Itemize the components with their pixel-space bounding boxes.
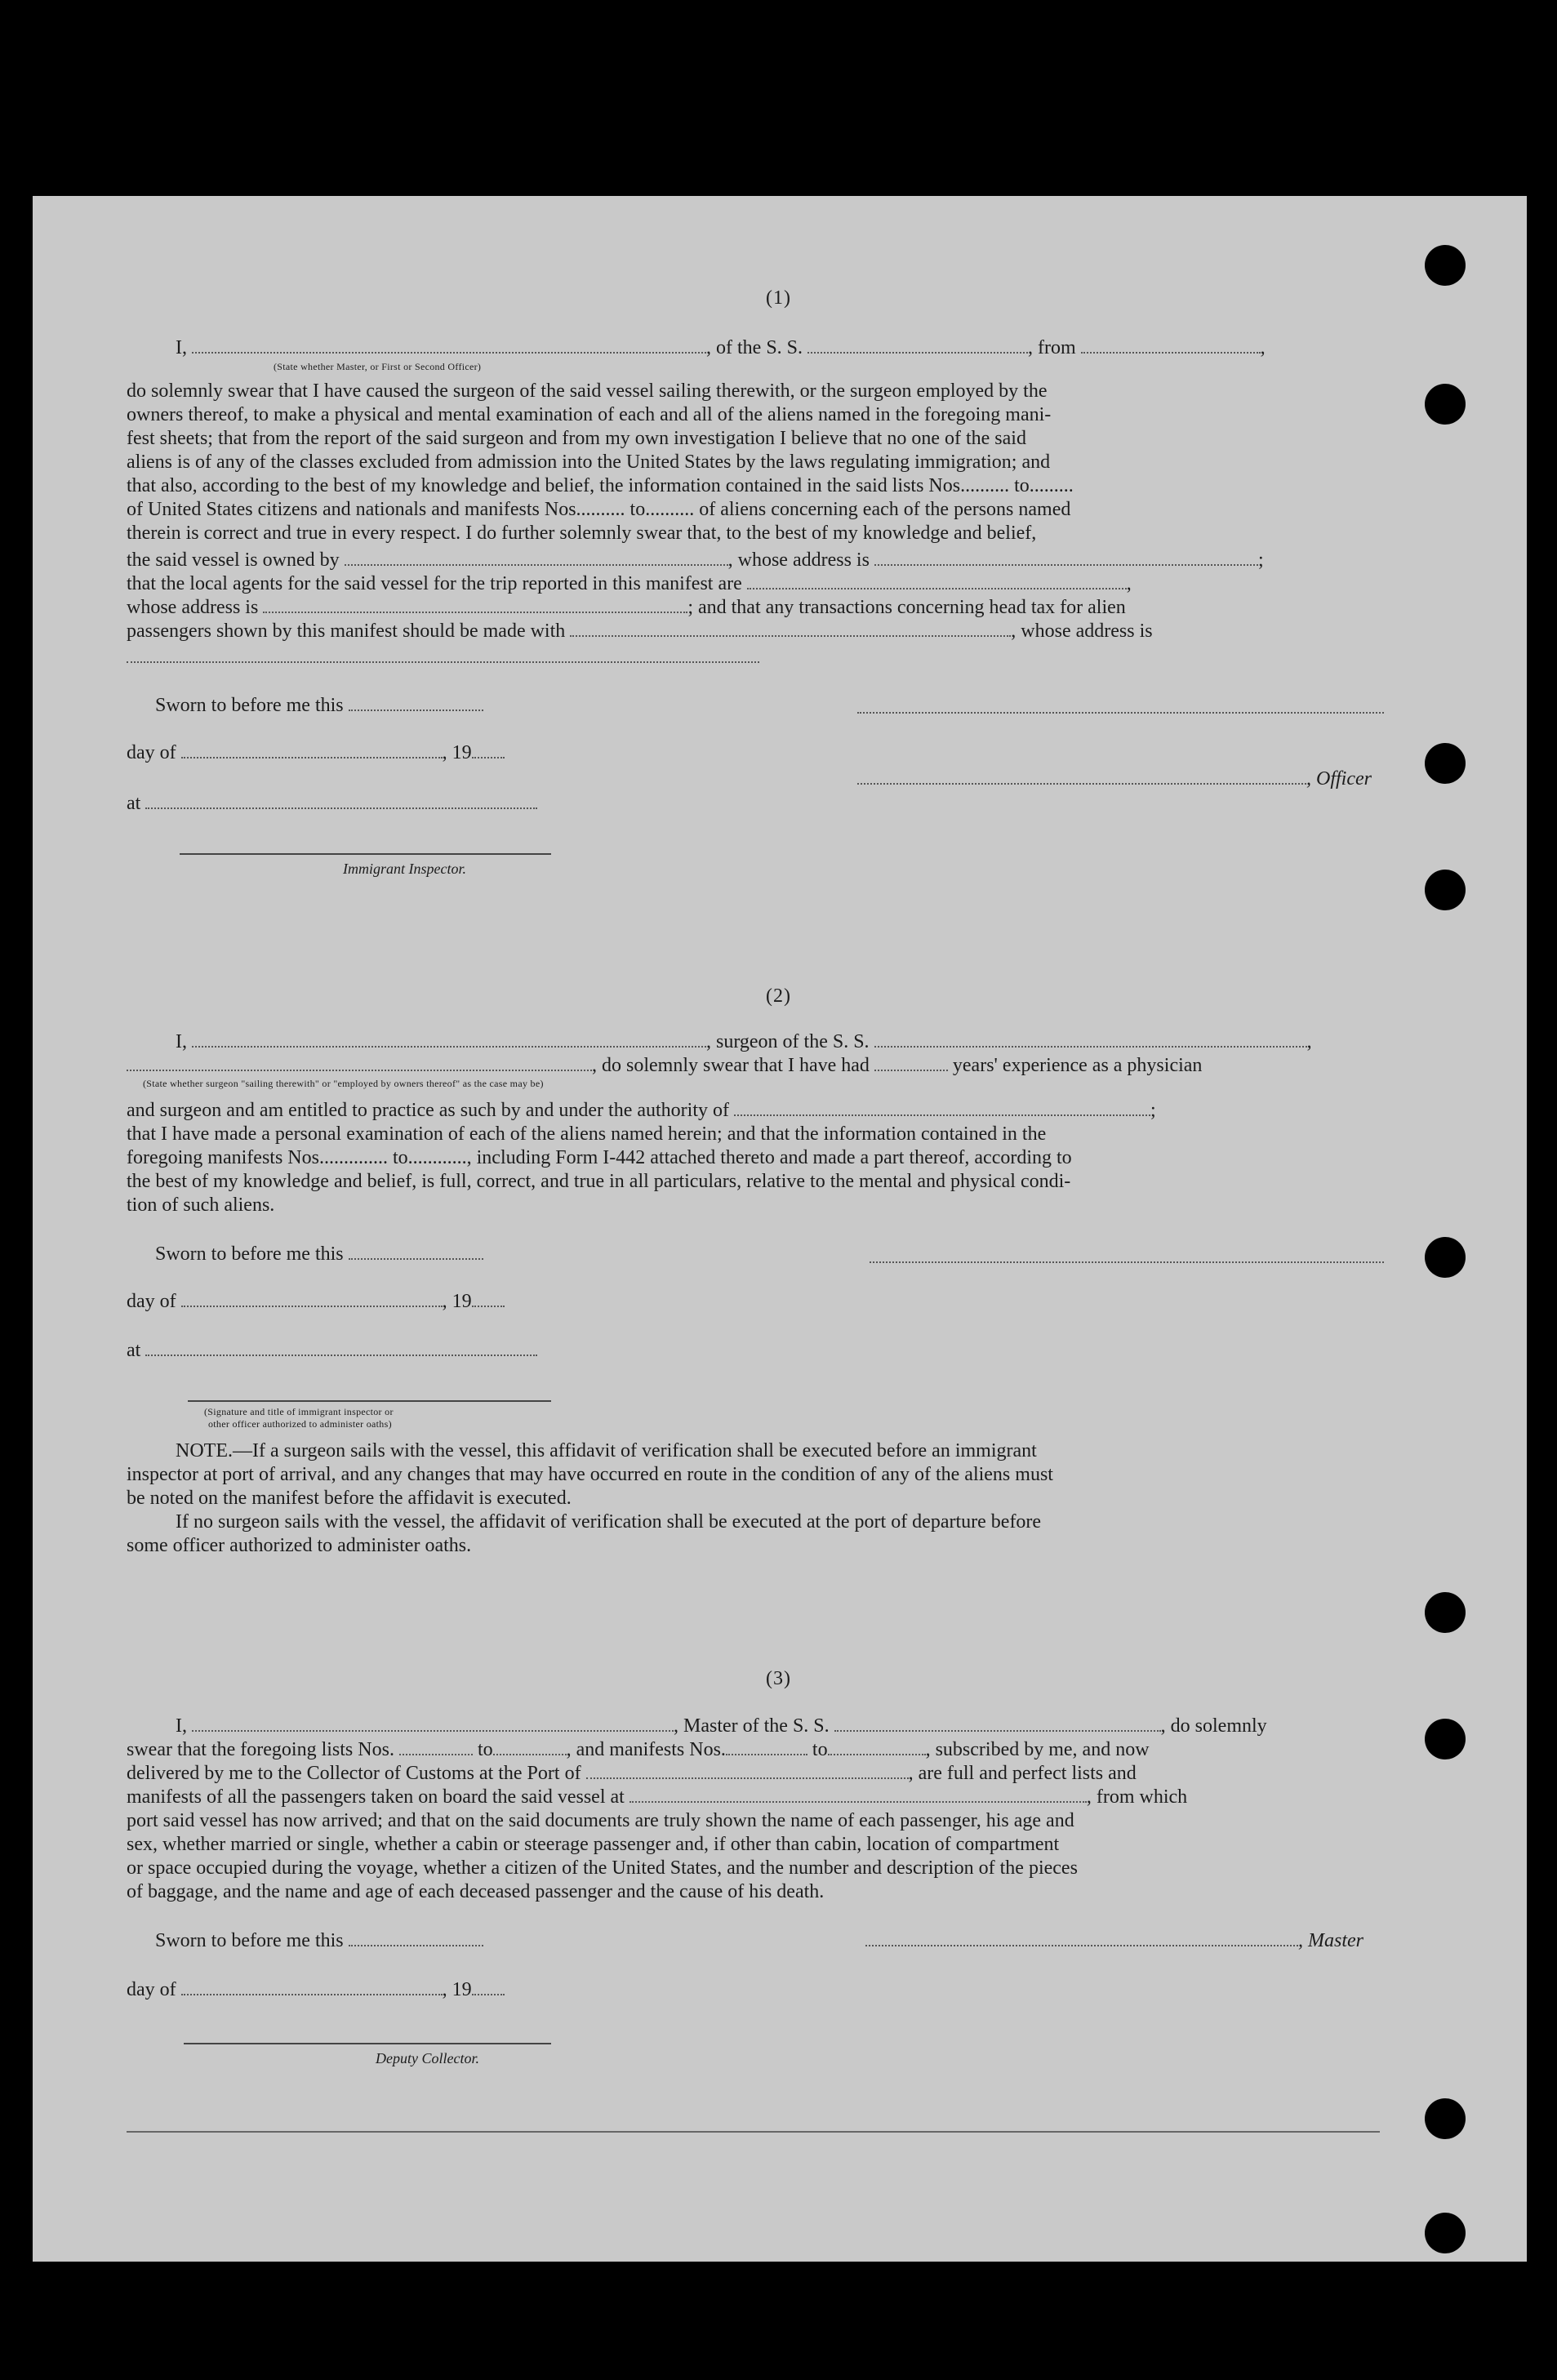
para-line: foregoing manifests Nos.............. to............, including Form I-442 attached thereto and made a part thereof, according to [127,1147,1072,1168]
inspector-signature-line [188,1400,551,1402]
section3-paragraph [127,1809,1388,1904]
inspector-label: Immigrant Inspector. [343,861,466,877]
bottom-rule [127,2131,1380,2133]
para-line: owners thereof, to make a physical and mental examination of each and all of the aliens named in the foregoing mani- [127,404,1052,425]
section3-line2: swear that the foregoing lists Nos. to , and manifests Nos. to , subscribed by me, and now [127,1739,1150,1760]
address-blank [127,661,759,663]
punch-hole [1425,1719,1466,1759]
punch-hole [1425,384,1466,425]
section-number: (2) [766,985,791,1007]
officer-line: , Officer [857,767,1372,791]
section3-line1: I, , Master of the S. S. , do solemnly [176,1715,1267,1737]
day-of-line: day of , 19 [127,741,505,765]
owned-by-line: the said vessel is owned by , whose address is ; [127,549,1264,571]
section-number: (3) [766,1668,791,1689]
signature-blank [857,712,1384,714]
section2-paragraph [127,1123,1388,1217]
day-of-line: day of , 19 [127,1290,505,1314]
para-line: that I have made a personal examination of each of the aliens named herein; and that the information contained in the [127,1123,1047,1145]
punch-hole [1425,2213,1466,2253]
para-line: port said vessel has now arrived; and that on the said documents are truly shown the name of each passenger, his age and [127,1810,1074,1831]
section-number: (1) [766,287,791,309]
para-line: of baggage, and the name and age of each deceased passenger and the cause of his death. [127,1881,825,1902]
agents-line: that the local agents for the said vessel for the trip reported in this manifest are , [127,573,1132,594]
para-line: the best of my knowledge and belief, is full, correct, and true in all particulars, relative to the mental and physical condi- [127,1171,1071,1192]
authority-line: and surgeon and am entitled to practice as such by and under the authority of ; [127,1100,1156,1121]
signature-note: other officer authorized to administer oaths) [208,1418,392,1430]
collector-label: Deputy Collector. [376,2050,479,2066]
signature-note: (Signature and title of immigrant inspector or [204,1406,394,1417]
punch-hole [1425,1237,1466,1278]
note-line: some officer authorized to administer oaths. [127,1535,472,1556]
para-line: that also, according to the best of my knowledge and belief, the information contained in the said lists Nos.......... to......... [127,475,1074,496]
punch-hole [1425,1592,1466,1633]
para-line: tion of such aliens. [127,1194,275,1216]
collector-signature-line [184,2043,551,2044]
at-line: at [127,1339,537,1363]
section3-line4: manifests of all the passengers taken on board the said vessel at , from which [127,1786,1188,1808]
note-line: NOTE.—If a surgeon sails with the vessel, this affidavit of verification shall be executed before an immigrant [176,1440,1037,1461]
note-line: be noted on the manifest before the affidavit is executed. [127,1488,572,1509]
at-line: at [127,792,537,816]
section2-line1: I, , surgeon of the S. S. , [176,1031,1312,1052]
note-paragraph [127,1439,1388,1558]
master-line: , Master [865,1929,1363,1953]
day-of-line: day of , 19 [127,1978,505,2002]
surgeon-note: (State whether surgeon "sailing therewith" or "employed by owners thereof" as the case may be) [143,1078,544,1089]
para-line: sex, whether married or single, whether a cabin or steerage passenger and, if other than cabin, location of compartment [127,1834,1060,1855]
sworn-line: Sworn to before me this [155,1243,483,1266]
signature-blank [870,1261,1384,1263]
para-line: aliens is of any of the classes excluded from admission into the United States by the laws regulating immigration; and [127,452,1051,473]
whose-address-line: whose address is ; and that any transactions concerning head tax for alien [127,597,1126,618]
sworn-line: Sworn to before me this [155,1929,483,1953]
section1-paragraph [127,380,1388,545]
section3-line3: delivered by me to the Collector of Customs at the Port of , are full and perfect lists and [127,1763,1137,1784]
section1-line1: I, , of the S. S. , from , [176,337,1266,358]
para-line: do solemnly swear that I have caused the surgeon of the said vessel sailing therewith, or the surgeon employed by the [127,380,1048,402]
para-line: therein is correct and true in every respect. I do further solemnly swear that, to the best of my knowledge and belief, [127,523,1037,544]
note-line: inspector at port of arrival, and any changes that may have occurred en route in the condition of any of the aliens must [127,1464,1053,1485]
section2-line2: , do solemnly swear that I have had years' experience as a physician [127,1054,1202,1078]
sworn-line: Sworn to before me this [155,694,483,718]
master-note: (State whether Master, or First or Second Officer) [274,361,482,372]
inspector-signature-line [180,853,551,855]
punch-hole [1425,743,1466,784]
passengers-line: passengers shown by this manifest should be made with , whose address is [127,621,1153,642]
note-line: If no surgeon sails with the vessel, the affidavit of verification shall be executed at the port of departure before [176,1511,1042,1533]
punch-hole [1425,245,1466,286]
punch-hole [1425,870,1466,910]
para-line: fest sheets; that from the report of the said surgeon and from my own investigation I believe that no one of the said [127,428,1026,449]
para-line: of United States citizens and nationals and manifests Nos.......... to.......... of aliens concerning each of the persons named [127,499,1071,520]
para-line: or space occupied during the voyage, whether a citizen of the United States, and the number and description of the pieces [127,1857,1078,1879]
punch-hole [1425,2098,1466,2139]
